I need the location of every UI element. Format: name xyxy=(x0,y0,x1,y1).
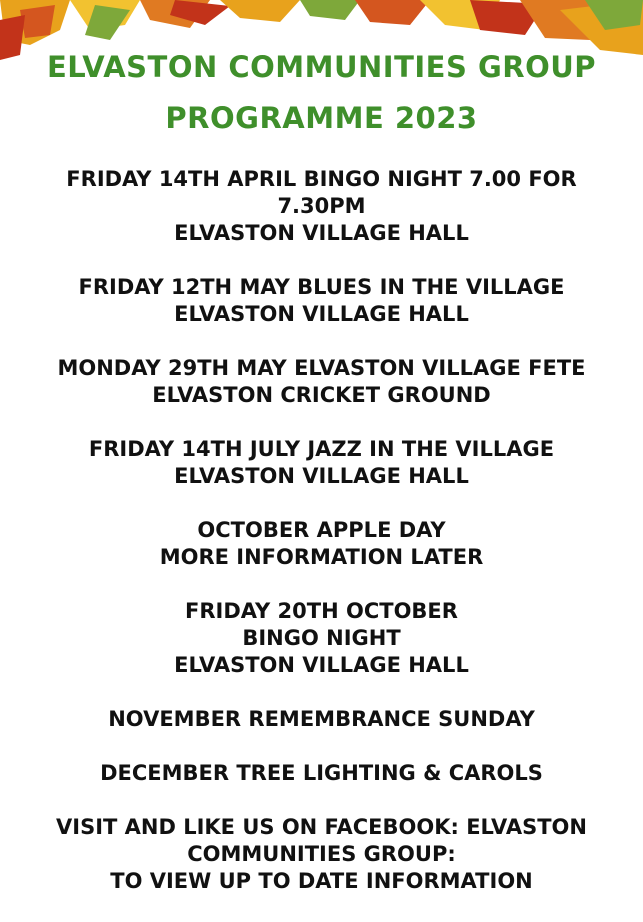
event-line: FRIDAY 14TH APRIL BINGO NIGHT 7.00 FOR xyxy=(66,167,577,191)
event-line: ELVASTON CRICKET GROUND xyxy=(152,383,491,407)
event-line: 7.30PM xyxy=(277,194,366,218)
event-item xyxy=(0,517,643,571)
event-line: NOVEMBER REMEMBRANCE SUNDAY xyxy=(108,707,535,731)
events-list xyxy=(0,166,643,922)
event-line: ELVASTON VILLAGE HALL xyxy=(174,302,469,326)
event-line: COMMUNITIES GROUP: xyxy=(187,842,456,866)
facebook-notice xyxy=(0,814,643,895)
event-item xyxy=(0,166,643,247)
event-line: TO VIEW UP TO DATE INFORMATION xyxy=(110,869,533,893)
event-line: DECEMBER TREE LIGHTING & CAROLS xyxy=(100,761,543,785)
event-line: MORE INFORMATION LATER xyxy=(159,545,484,569)
event-line: FRIDAY 14TH JULY JAZZ IN THE VILLAGE xyxy=(88,437,555,461)
page-title: ELVASTON COMMUNITIES GROUP xyxy=(46,50,597,84)
event-item xyxy=(0,598,643,679)
event-line: BINGO NIGHT xyxy=(242,626,401,650)
event-line: FRIDAY 20TH OCTOBER xyxy=(185,599,458,623)
event-item xyxy=(0,355,643,409)
event-line: FRIDAY 12TH MAY BLUES IN THE VILLAGE xyxy=(78,275,565,299)
event-line: MONDAY 29TH MAY ELVASTON VILLAGE FETE xyxy=(57,356,586,380)
event-line: ELVASTON VILLAGE HALL xyxy=(174,464,469,488)
page-subtitle: PROGRAMME 2023 xyxy=(165,101,478,135)
event-item xyxy=(0,760,643,787)
event-line: ELVASTON VILLAGE HALL xyxy=(174,221,469,245)
event-item xyxy=(0,436,643,490)
event-line: ELVASTON VILLAGE HALL xyxy=(174,653,469,677)
event-line: OCTOBER APPLE DAY xyxy=(197,518,446,542)
event-item xyxy=(0,706,643,733)
event-item xyxy=(0,274,643,328)
event-line: VISIT AND LIKE US ON FACEBOOK: ELVASTON xyxy=(56,815,587,839)
